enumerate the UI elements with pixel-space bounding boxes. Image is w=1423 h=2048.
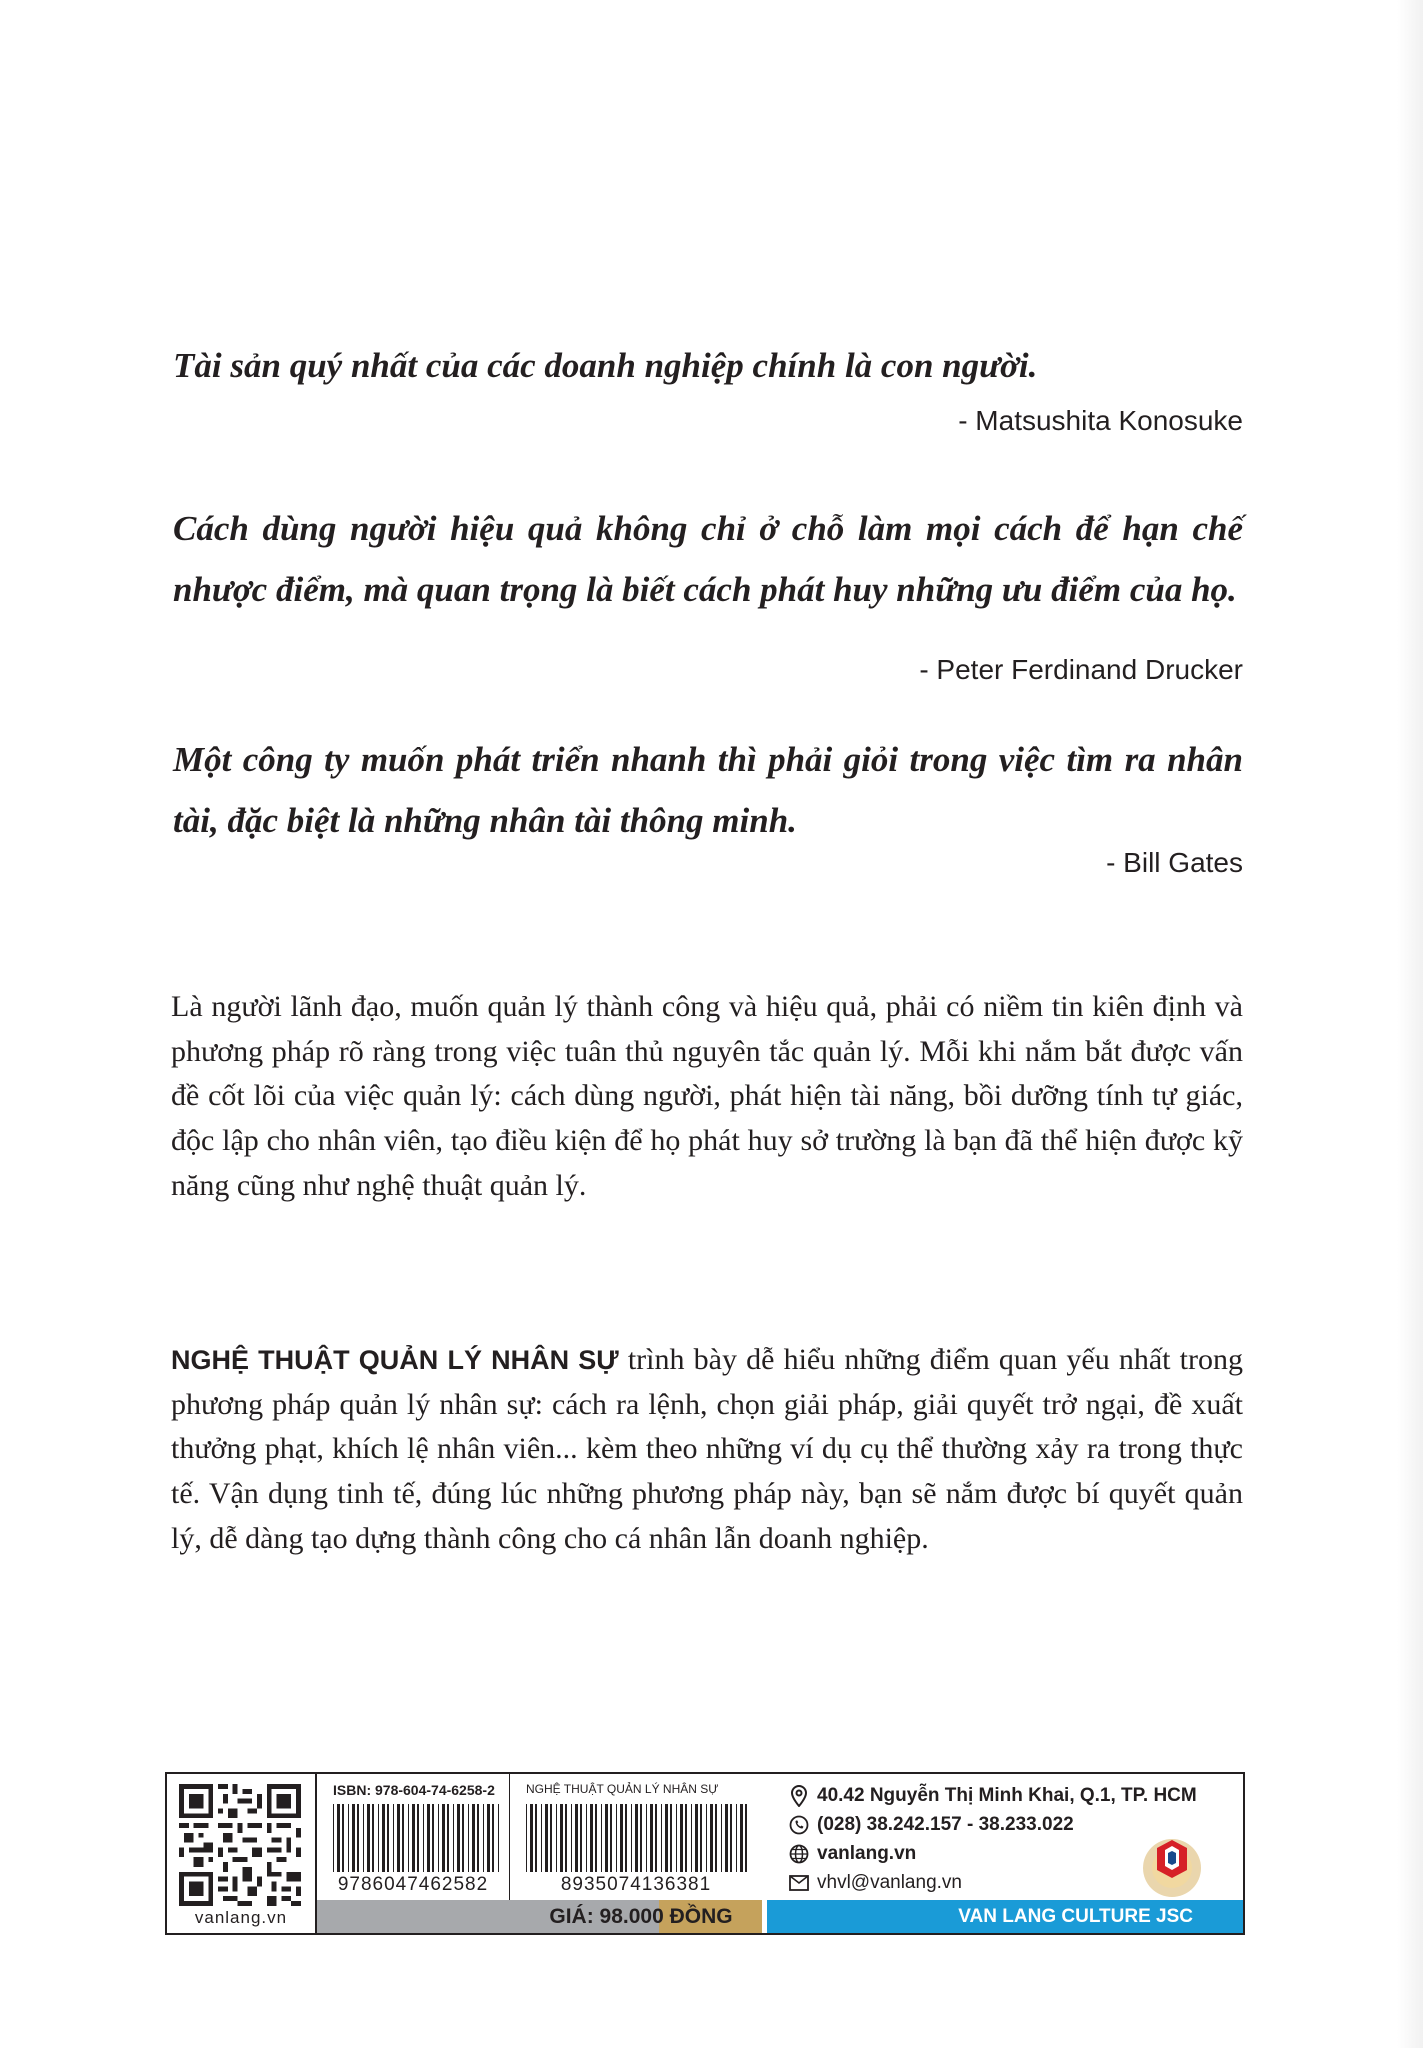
description-paragraph-2 (171, 1338, 1243, 1562)
publisher-contact (767, 1774, 1243, 1933)
barcode-bar (530, 1804, 533, 1872)
website-text: vanlang.vn (817, 1843, 917, 1864)
barcode-bar (730, 1804, 732, 1872)
price-label: GIÁ: 98.000 ĐỒNG (549, 1905, 733, 1928)
barcode-bar (535, 1804, 537, 1872)
quote-2: Cách dùng người hiệu quả không chỉ ở chỗ làm mọi cách để hạn chế nhược điểm, mà quan trọng là biết cách phát huy những ưu điểm của họ. (173, 509, 1243, 609)
barcode-bar (676, 1804, 677, 1872)
barcode-bar (631, 1804, 632, 1872)
isbn-digits: 9786047462582 (337, 1874, 489, 1895)
qr-code (179, 1784, 301, 1906)
barcode-bar (402, 1804, 404, 1872)
barcode-bar (616, 1804, 617, 1872)
barcode-bar (565, 1804, 567, 1872)
barcode-bar (650, 1804, 653, 1872)
barcode-bar (337, 1804, 340, 1872)
barcode-bar (706, 1804, 707, 1872)
location-icon (787, 1784, 811, 1808)
qr-website: vanlang.vn (194, 1908, 288, 1927)
back-cover-info-panel (165, 1772, 1245, 1935)
barcode-bar (601, 1804, 602, 1872)
barcode-bar (412, 1804, 415, 1872)
barcode-bar (453, 1804, 454, 1872)
barcode-bar (745, 1804, 747, 1872)
barcode-bar (363, 1804, 364, 1872)
website-row (787, 1842, 916, 1866)
barcode-bar (462, 1804, 464, 1872)
barcode-bar (468, 1804, 469, 1872)
quote-3: Một công ty muốn phát triển nhanh thì phải giỏi trong việc tìm ra nhân tài, đặc biệt là những nhân tài thông minh. (173, 740, 1243, 840)
barcode-bar (736, 1804, 737, 1872)
barcode-bar (670, 1804, 672, 1872)
barcode-bar (442, 1804, 445, 1872)
barcode-bar (580, 1804, 582, 1872)
barcode-bar (393, 1804, 394, 1872)
barcode-bar (575, 1804, 578, 1872)
email-row (787, 1871, 962, 1895)
phone-row (787, 1813, 1074, 1837)
page-edge-shadow (1397, 0, 1423, 2048)
barcode-bar (541, 1804, 542, 1872)
barcode-bar (545, 1804, 548, 1872)
barcode-bar (635, 1804, 638, 1872)
barcode-bar (378, 1804, 379, 1872)
barcode-bar (477, 1804, 479, 1872)
qr-block (167, 1774, 317, 1933)
barcode-bar (487, 1804, 490, 1872)
barcode-bar (590, 1804, 593, 1872)
book-title: NGHỆ THUẬT QUẢN LÝ NHÂN SỰ (171, 1345, 619, 1375)
quote-1-author: - Matsushita Konosuke (958, 405, 1243, 436)
barcode-bar (560, 1804, 563, 1872)
barcode-bar (342, 1804, 344, 1872)
barcode-bar (472, 1804, 475, 1872)
barcode-bar (715, 1804, 717, 1872)
ean-barcode (526, 1804, 752, 1872)
barcode-bar (432, 1804, 434, 1872)
barcode-bar (357, 1804, 359, 1872)
barcode-bar (483, 1804, 484, 1872)
barcode-bar (680, 1804, 683, 1872)
barcode-bar (661, 1804, 662, 1872)
barcode-bar (387, 1804, 389, 1872)
barcode-bar (447, 1804, 449, 1872)
phone-text: (028) 38.242.157 - 38.233.022 (817, 1814, 1074, 1835)
address-text: 40.42 Nguyễn Thị Minh Khai, Q.1, TP. HCM (817, 1785, 1197, 1806)
barcode-bar (620, 1804, 623, 1872)
description-paragraph-1: Là người lãnh đạo, muốn quản lý thành công và hiệu quả, phải có niềm tin kiên định và phương pháp rõ ràng trong việc tuân thủ nguyên tắc quản lý. Mỗi khi nắm bắt được vấn đề cốt lõi của việc quản lý: cách dùng người, phát hiện tài năng, bồi dưỡng tính tự giác, độc lập cho nhân viên, tạo điều kiện để họ phát huy sở trường là bạn đã thể hiện được kỹ năng cũng như nghệ thuật quản lý. (171, 990, 1243, 1202)
barcode-bar (586, 1804, 587, 1872)
address-row (787, 1784, 1197, 1808)
globe-icon (787, 1842, 811, 1866)
barcode-bar (605, 1804, 608, 1872)
barcode-bar (665, 1804, 668, 1872)
barcode-bar (438, 1804, 439, 1872)
quote-2-author: - Peter Ferdinand Drucker (919, 654, 1243, 685)
quote-1: Tài sản quý nhất của các doanh nghiệp chính là con người. (173, 346, 1038, 385)
ean-digits: 8935074136381 (560, 1874, 712, 1895)
barcode-bar (610, 1804, 612, 1872)
barcode-bar (550, 1804, 552, 1872)
van-lang-logo (1135, 1826, 1209, 1900)
email-text: vhvl@vanlang.vn (817, 1872, 962, 1893)
description-paragraph-2-text: trình bày dễ hiểu những điểm quan yếu nhất trong phương pháp quản lý nhân sự: cách ra lệnh, chọn giải pháp, giải quyết trở ngại, đề xuất thưởng phạt, khích lệ nhân viên... kèm theo những ví dụ cụ thể thường xảy ra trong thực tế. Vận dụng tinh tế, đúng lúc những phương pháp này, bạn sẽ nắm được bí quyết quản lý, dễ dàng tạo dựng thành công cho cá nhân lẫn doanh nghiệp. (171, 1343, 1243, 1555)
barcode-bar (625, 1804, 627, 1872)
barcode-bar (595, 1804, 597, 1872)
barcode-bar (423, 1804, 424, 1872)
barcode-bar (498, 1804, 499, 1872)
barcode-bar (655, 1804, 657, 1872)
barcode-bar (408, 1804, 409, 1872)
isbn-label: ISBN: 978-604-74-6258-2 (333, 1782, 495, 1798)
barcode-bar (367, 1804, 370, 1872)
phone-icon (787, 1813, 811, 1837)
barcode-bar (695, 1804, 698, 1872)
barcode-bar (725, 1804, 728, 1872)
quote-3-author: - Bill Gates (1106, 847, 1243, 878)
barcode-bar (348, 1804, 349, 1872)
barcode-bar (372, 1804, 374, 1872)
barcode-bar (710, 1804, 713, 1872)
barcode-bar (640, 1804, 642, 1872)
mail-icon (787, 1871, 811, 1895)
barcode-bar (571, 1804, 572, 1872)
barcode-bar (492, 1804, 494, 1872)
barcode-bar (685, 1804, 687, 1872)
barcode-bar (417, 1804, 419, 1872)
barcode-bar (740, 1804, 743, 1872)
barcode-bar (333, 1804, 334, 1872)
book-title-small: NGHỆ THUẬT QUẢN LÝ NHÂN SỰ (526, 1782, 719, 1796)
barcode-bar (721, 1804, 722, 1872)
isbn-barcode (333, 1804, 503, 1872)
barcode-bar (691, 1804, 692, 1872)
barcode-bar (352, 1804, 355, 1872)
barcode-bar (646, 1804, 647, 1872)
barcode-bar (457, 1804, 460, 1872)
barcode-bar (526, 1804, 527, 1872)
barcode-bar (397, 1804, 400, 1872)
barcode-bar (382, 1804, 385, 1872)
barcode-bar (556, 1804, 557, 1872)
publisher-name-strip: VAN LANG CULTURE JSC (767, 1900, 1243, 1933)
barcode-bar (427, 1804, 430, 1872)
barcode-bar (700, 1804, 702, 1872)
